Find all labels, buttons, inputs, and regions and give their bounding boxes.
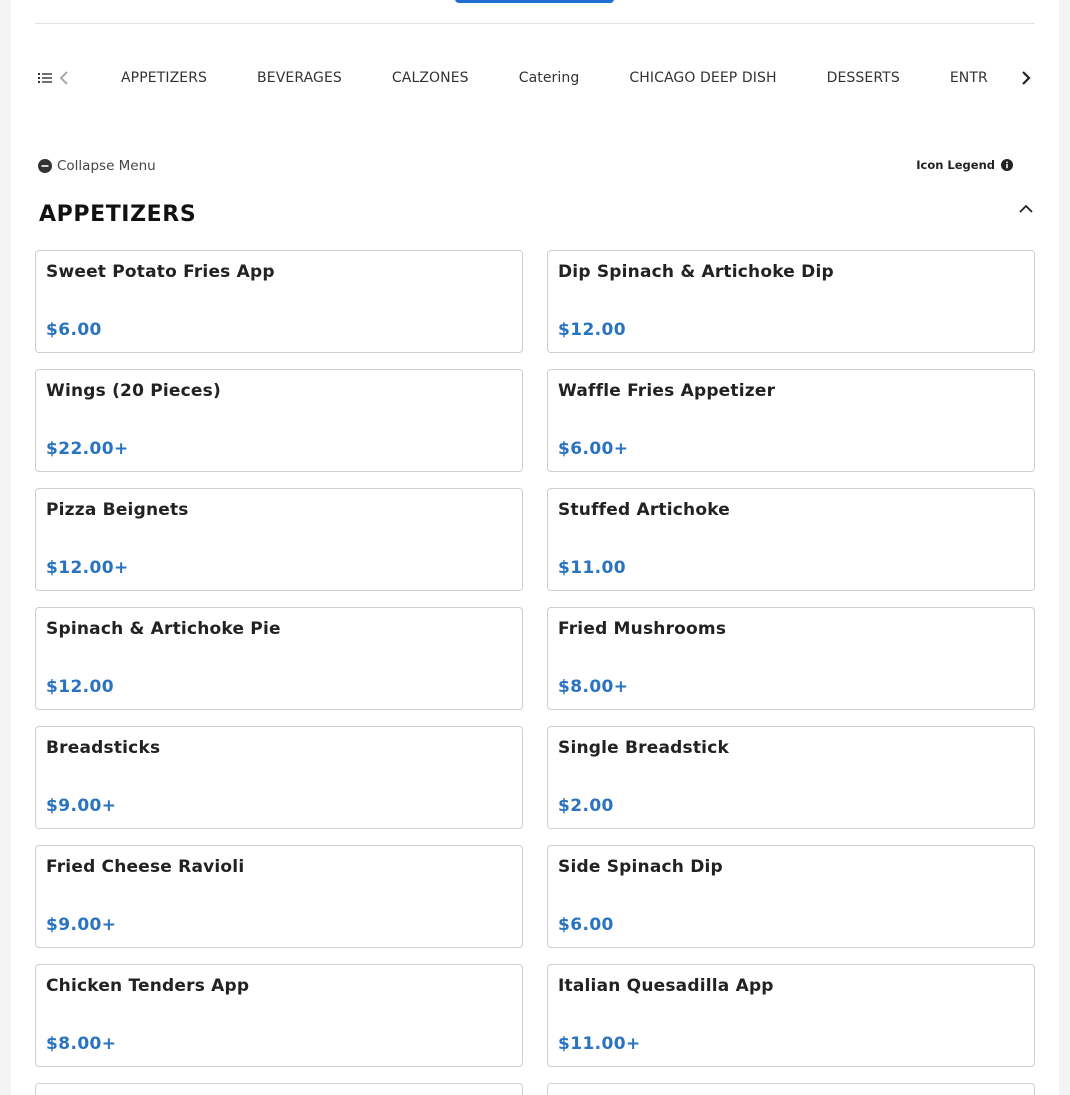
menu-item-card[interactable]	[547, 250, 1035, 353]
item-price: $22.00+	[46, 439, 129, 459]
menu-item-card[interactable]	[35, 369, 523, 472]
item-price: $12.00	[46, 677, 115, 697]
collapse-menu-button[interactable]	[38, 156, 156, 176]
chevron-up-icon[interactable]	[1018, 201, 1034, 217]
divider	[35, 23, 1035, 24]
item-name: Pizza Beignets	[46, 500, 189, 520]
item-price: $11.00	[558, 558, 627, 578]
item-name: Spinach & Artichoke Pie	[46, 619, 281, 639]
category-tab[interactable]: Catering	[518, 70, 580, 86]
menu-item-card[interactable]	[547, 726, 1035, 829]
menu-item-card[interactable]	[35, 845, 523, 948]
section-title: APPETIZERS	[39, 202, 197, 227]
menu-item-card[interactable]	[547, 488, 1035, 591]
menu-item-card[interactable]	[35, 250, 523, 353]
category-tab[interactable]: ENTR	[949, 70, 988, 86]
item-name: Waffle Fries Appetizer	[558, 381, 776, 401]
menu-item-card[interactable]	[35, 726, 523, 829]
item-price: $9.00+	[46, 796, 117, 816]
menu-item-card[interactable]	[35, 964, 523, 1067]
category-scroller	[83, 58, 1005, 98]
menu-item-card[interactable]	[35, 488, 523, 591]
item-name: Single Breadstick	[558, 738, 729, 758]
item-name: Side Spinach Dip	[558, 857, 723, 877]
menu-page	[11, 0, 1059, 1095]
minus-circle-icon	[38, 159, 52, 173]
item-price: $12.00+	[46, 558, 129, 578]
menu-item-card[interactable]	[547, 369, 1035, 472]
category-tab[interactable]: BEVERAGES	[257, 70, 342, 86]
icon-legend-button[interactable]	[916, 156, 1013, 174]
item-name: Fried Mushrooms	[558, 619, 727, 639]
item-name: Wings (20 Pieces)	[46, 381, 221, 401]
category-tab[interactable]: CALZONES	[391, 70, 469, 86]
collapse-menu-label: Collapse Menu	[57, 158, 156, 174]
item-price: $12.00	[558, 320, 627, 340]
list-icon[interactable]	[37, 70, 53, 86]
item-price: $6.00	[558, 915, 614, 935]
item-name: Breadsticks	[46, 738, 161, 758]
icon-legend-label: Icon Legend	[916, 158, 995, 172]
item-name: Fried Cheese Ravioli	[46, 857, 245, 877]
menu-item-card[interactable]	[547, 964, 1035, 1067]
item-price: $9.00+	[46, 915, 117, 935]
category-nav	[35, 58, 1034, 98]
item-name: Dip Spinach & Artichoke Dip	[558, 262, 834, 282]
item-price: $11.00+	[558, 1034, 641, 1054]
item-price: $8.00+	[558, 677, 629, 697]
menu-item-card[interactable]	[35, 1083, 523, 1095]
item-price: $6.00+	[558, 439, 629, 459]
category-tab[interactable]: APPETIZERS	[121, 70, 208, 86]
item-price: $6.00	[46, 320, 102, 340]
menu-item-card[interactable]	[547, 845, 1035, 948]
category-tab[interactable]: CHICAGO DEEP DISH	[629, 70, 777, 86]
item-name: Italian Quesadilla App	[558, 976, 774, 996]
top-action-button[interactable]	[455, 0, 614, 3]
item-price: $8.00+	[46, 1034, 117, 1054]
chevron-right-icon[interactable]	[1018, 68, 1034, 88]
menu-item-card[interactable]	[547, 1083, 1035, 1095]
item-name: Chicken Tenders App	[46, 976, 250, 996]
category-track	[121, 58, 1005, 98]
item-name: Stuffed Artichoke	[558, 500, 731, 520]
info-icon	[1001, 159, 1013, 171]
category-tab[interactable]: DESSERTS	[826, 70, 900, 86]
item-price: $2.00	[558, 796, 614, 816]
chevron-left-icon[interactable]	[57, 68, 71, 88]
item-name: Sweet Potato Fries App	[46, 262, 275, 282]
menu-item-card[interactable]	[35, 607, 523, 710]
menu-item-card[interactable]	[547, 607, 1035, 710]
menu-item-grid	[35, 250, 1034, 1095]
